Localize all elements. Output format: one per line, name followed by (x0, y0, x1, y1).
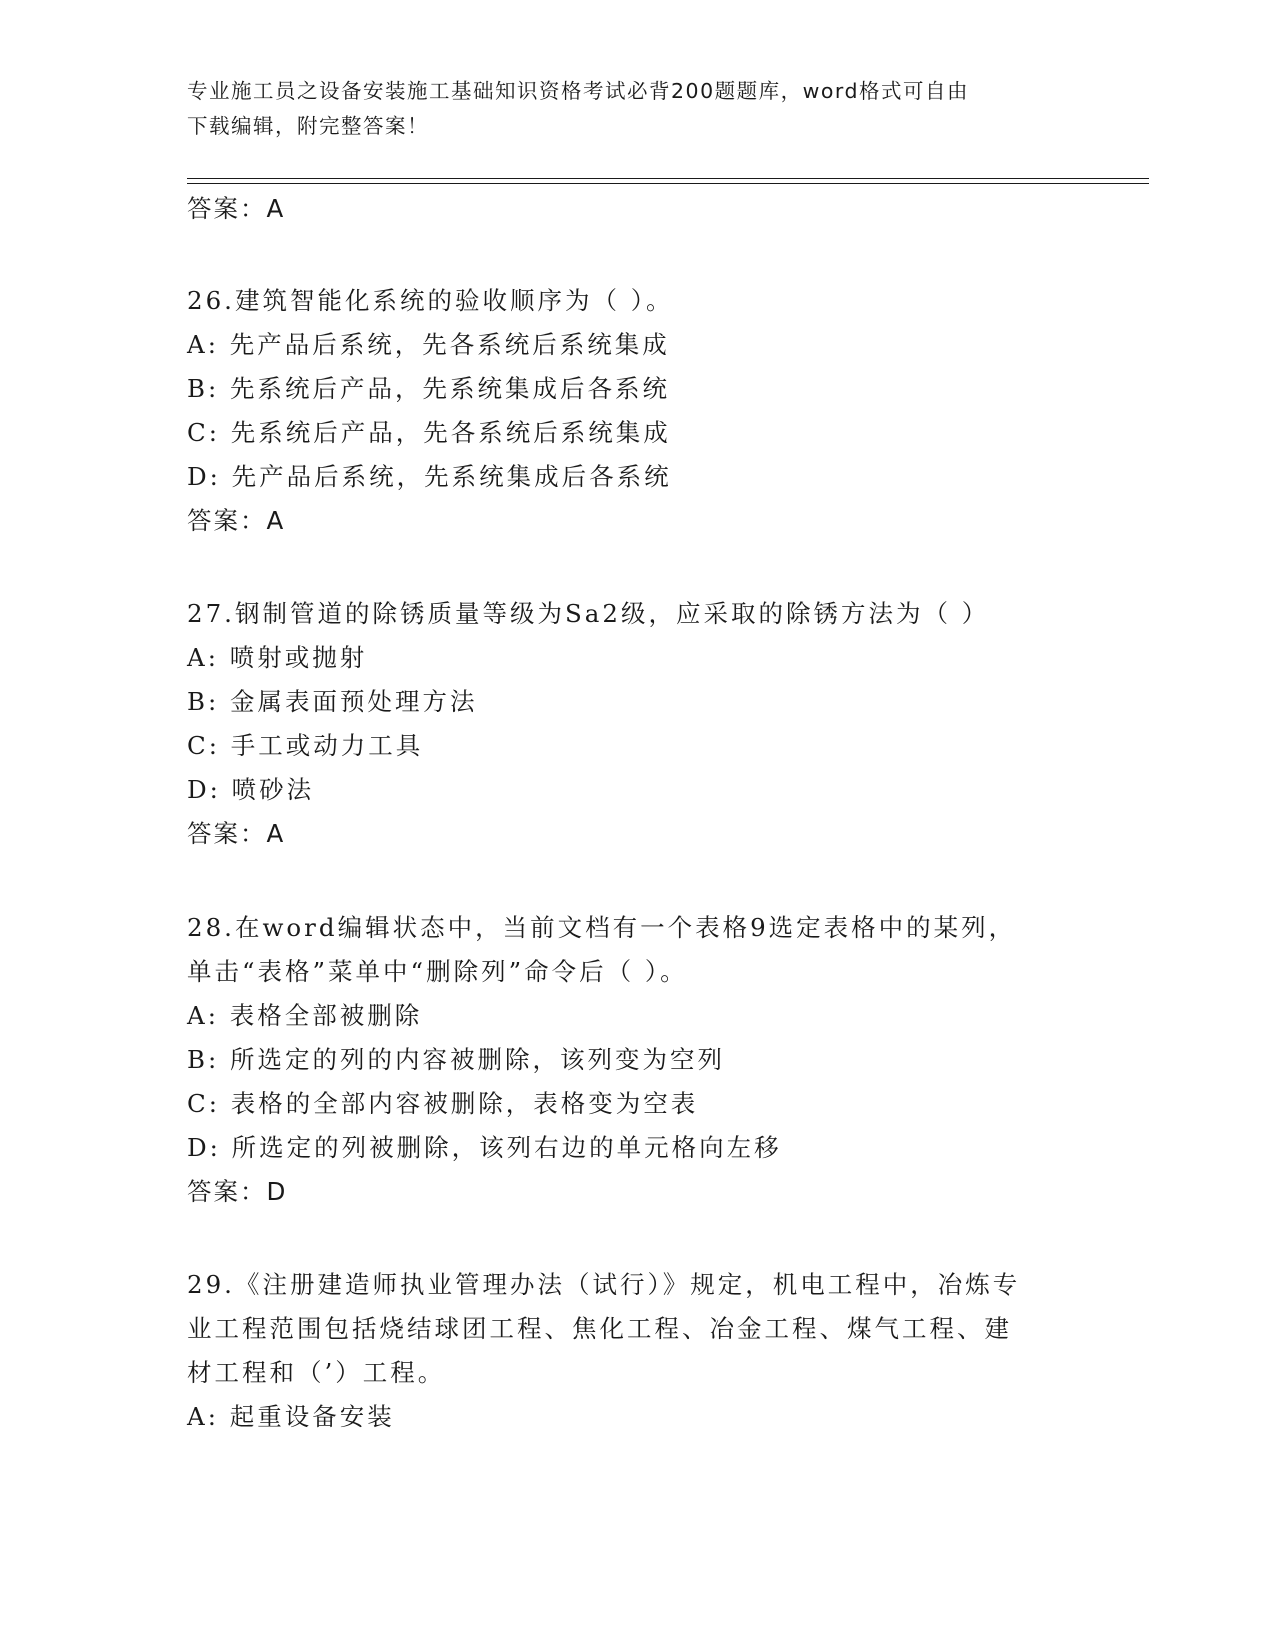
header-divider (187, 183, 1149, 184)
option-b: B: 金属表面预处理方法 (187, 687, 478, 716)
question-stem: 27.钢制管道的除锈质量等级为Sa2级，应采取的除锈方法为（ ） (187, 599, 990, 628)
option-c: C: 表格的全部内容被删除，表格变为空表 (187, 1089, 699, 1118)
option-d: D: 所选定的列被删除，该列右边的单元格向左移 (187, 1133, 782, 1162)
header-line: 下载编辑，附完整答案！ (187, 114, 429, 138)
option-b: B: 先系统后产品，先系统集成后各系统 (187, 374, 671, 403)
answer-line: 答案：A (187, 819, 286, 848)
answer-line: 答案：A (187, 194, 286, 223)
option-a: A: 喷射或抛射 (187, 643, 368, 672)
question-stem: 单击“表格”菜单中“删除列”命令后（ ）。 (187, 957, 688, 986)
document-header (187, 74, 1087, 144)
option-d: D: 先产品后系统，先系统集成后各系统 (187, 462, 672, 491)
option-a: A: 起重设备安装 (187, 1402, 395, 1431)
question-stem: 29.《注册建造师执业管理办法（试行）》规定，机电工程中，冶炼专 (187, 1270, 1021, 1299)
option-a: A: 表格全部被删除 (187, 1001, 423, 1030)
answer-line: 答案：A (187, 506, 286, 535)
question-stem: 26.建筑智能化系统的验收顺序为（ ）。 (187, 286, 674, 315)
question-stem: 28.在word编辑状态中，当前文档有一个表格9选定表格中的某列， (187, 913, 1017, 942)
option-b: B: 所选定的列的内容被删除，该列变为空列 (187, 1045, 726, 1074)
header-divider (187, 178, 1149, 179)
option-d: D: 喷砂法 (187, 775, 315, 804)
header-line: 专业施工员之设备安装施工基础知识资格考试必背200题题库，word格式可自由 (187, 79, 970, 103)
option-a: A: 先产品后系统，先各系统后系统集成 (187, 330, 670, 359)
question-stem: 业工程范围包括烧结球团工程、焦化工程、冶金工程、煤气工程、建 (187, 1314, 1012, 1343)
option-c: C: 先系统后产品，先各系统后系统集成 (187, 418, 671, 447)
question-stem: 材工程和（’）工程。 (187, 1358, 446, 1387)
answer-line: 答案：D (187, 1177, 288, 1206)
option-c: C: 手工或动力工具 (187, 731, 424, 760)
